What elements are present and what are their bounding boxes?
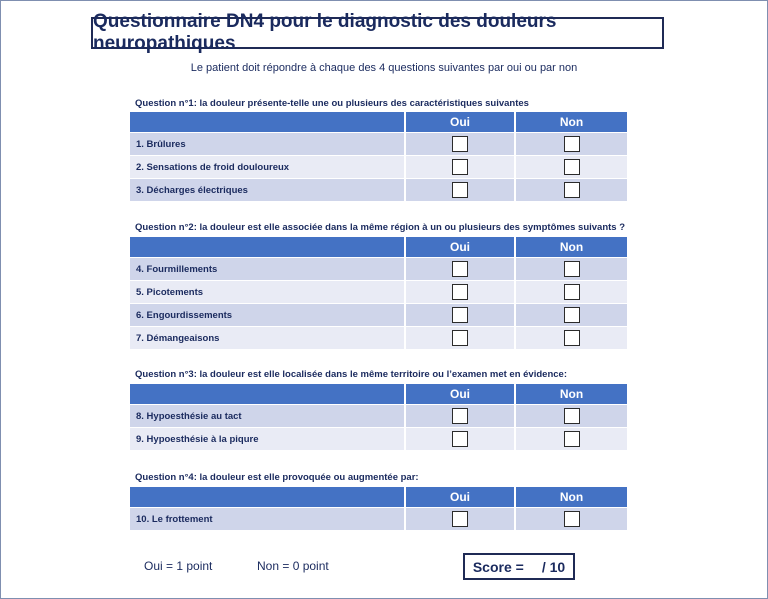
oui-checkbox[interactable] xyxy=(452,431,468,447)
question-2-table xyxy=(130,237,627,349)
non-checkbox[interactable] xyxy=(564,182,580,198)
table-header xyxy=(130,237,627,258)
table-row xyxy=(130,508,627,531)
non-checkbox[interactable] xyxy=(564,408,580,424)
question-4-table xyxy=(130,487,627,530)
non-checkbox[interactable] xyxy=(564,261,580,277)
symptom-label: 8. Hypoesthésie au tact xyxy=(130,405,405,428)
legend-oui: Oui = 1 point xyxy=(144,559,213,573)
table-row xyxy=(130,258,627,281)
symptom-label: 7. Démangeaisons xyxy=(130,327,405,350)
header-non: Non xyxy=(515,112,627,133)
oui-checkbox[interactable] xyxy=(452,284,468,300)
header-blank xyxy=(130,237,405,258)
table-row xyxy=(130,327,627,350)
symptom-label: 5. Picotements xyxy=(130,281,405,304)
question-3-text: Question n°3: la douleur est elle localisée dans le même territoire ou l’examen met en évidence: xyxy=(135,369,567,380)
symptom-label: 2. Sensations de froid douloureux xyxy=(130,156,405,179)
header-oui: Oui xyxy=(405,487,515,508)
table-header xyxy=(130,487,627,508)
symptom-label: 9. Hypoesthésie à la piqure xyxy=(130,428,405,451)
table-row xyxy=(130,281,627,304)
score-total: / 10 xyxy=(541,558,566,575)
table-row xyxy=(130,156,627,179)
header-non: Non xyxy=(515,384,627,405)
table-row xyxy=(130,133,627,156)
score-label: Score = xyxy=(472,558,524,575)
symptom-label: 1. Brûlures xyxy=(130,133,405,156)
table-header xyxy=(130,384,627,405)
table-row xyxy=(130,405,627,428)
score-box xyxy=(463,553,575,580)
header-blank xyxy=(130,487,405,508)
header-oui: Oui xyxy=(405,384,515,405)
non-checkbox[interactable] xyxy=(564,136,580,152)
oui-checkbox[interactable] xyxy=(452,511,468,527)
oui-checkbox[interactable] xyxy=(452,182,468,198)
non-checkbox[interactable] xyxy=(564,511,580,527)
table-row xyxy=(130,428,627,451)
non-checkbox[interactable] xyxy=(564,330,580,346)
symptom-label: 10. Le frottement xyxy=(130,508,405,531)
symptom-label: 3. Décharges électriques xyxy=(130,179,405,202)
oui-checkbox[interactable] xyxy=(452,159,468,175)
oui-checkbox[interactable] xyxy=(452,307,468,323)
instructions: Le patient doit répondre à chaque des 4 questions suivantes par oui ou par non xyxy=(190,62,578,74)
page-title xyxy=(91,11,664,54)
question-2-text: Question n°2: la douleur est elle associée dans la même région à un ou plusieurs des symptômes suivants ? xyxy=(135,222,626,233)
oui-checkbox[interactable] xyxy=(452,330,468,346)
non-checkbox[interactable] xyxy=(564,431,580,447)
question-4-text: Question n°4: la douleur est elle provoquée ou augmentée par: xyxy=(135,472,419,483)
table-row xyxy=(130,179,627,202)
table-row xyxy=(130,304,627,327)
header-non: Non xyxy=(515,237,627,258)
symptom-label: 4. Fourmillements xyxy=(130,258,405,281)
header-blank xyxy=(130,112,405,133)
question-1-table xyxy=(130,112,627,201)
oui-checkbox[interactable] xyxy=(452,408,468,424)
non-checkbox[interactable] xyxy=(564,284,580,300)
header-oui: Oui xyxy=(405,112,515,133)
question-3-table xyxy=(130,384,627,450)
header-non: Non xyxy=(515,487,627,508)
title-text: Questionnaire DN4 pour le diagnostic des douleurs neuropathiques xyxy=(93,11,557,54)
header-blank xyxy=(130,384,405,405)
oui-checkbox[interactable] xyxy=(452,136,468,152)
header-oui: Oui xyxy=(405,237,515,258)
symptom-label: 6. Engourdissements xyxy=(130,304,405,327)
non-checkbox[interactable] xyxy=(564,307,580,323)
table-header xyxy=(130,112,627,133)
oui-checkbox[interactable] xyxy=(452,261,468,277)
legend-non: Non = 0 point xyxy=(257,559,329,573)
non-checkbox[interactable] xyxy=(564,159,580,175)
question-1-text: Question n°1: la douleur présente-telle une ou plusieurs des caractéristiques suivantes xyxy=(135,98,529,109)
